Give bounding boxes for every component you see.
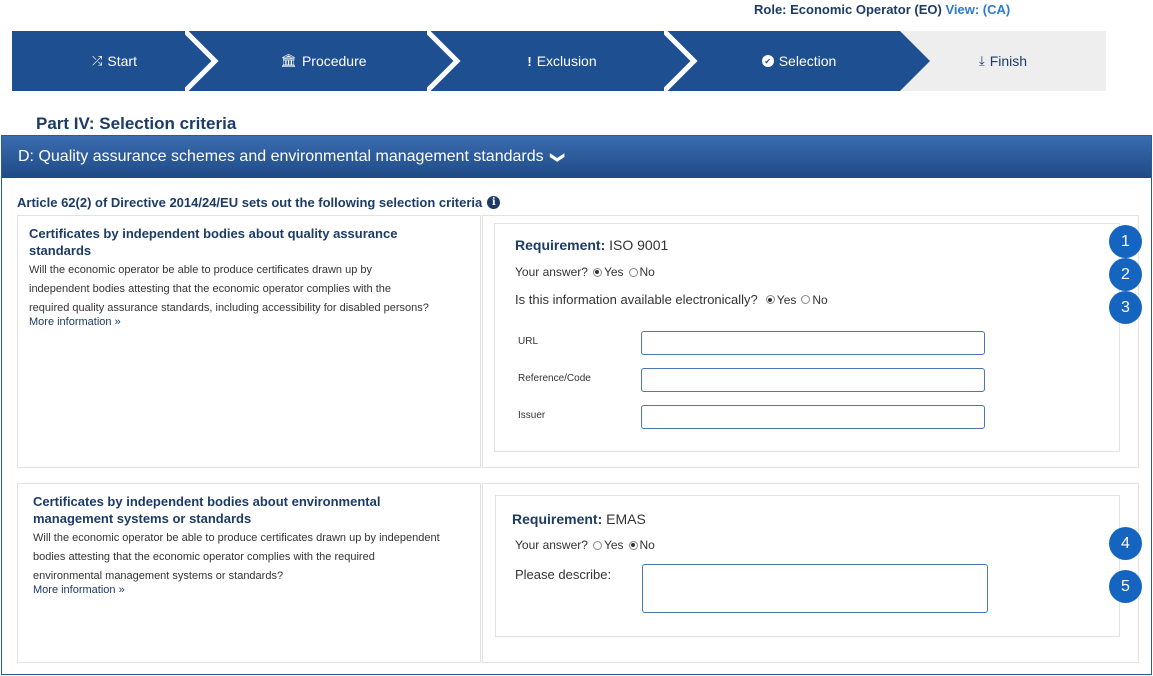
issuer-label: Issuer: [518, 410, 546, 421]
electronic-yes-radio[interactable]: [766, 295, 775, 304]
criterion-description-box: [17, 483, 481, 663]
more-information-link[interactable]: More information »: [29, 316, 121, 328]
criterion-title: Certificates by independent bodies about quality assurance standards: [29, 226, 398, 258]
step-label: Selection: [778, 53, 837, 69]
answer-question: [515, 265, 655, 279]
url-input[interactable]: [641, 331, 985, 355]
step-finish[interactable]: [900, 31, 1106, 91]
check-circle-icon: ✔: [762, 55, 774, 67]
chevron-down-icon[interactable]: ❯: [549, 151, 566, 163]
step-badge-2: 2: [1109, 258, 1142, 291]
requirement: [515, 237, 668, 253]
requirement-label: Requirement:: [515, 237, 606, 253]
electronic-question: [515, 292, 828, 307]
requirement-box: [495, 495, 1120, 637]
yes-label: Yes: [776, 292, 797, 307]
criterion-description-box: [17, 215, 481, 468]
criterion-title: Certificates by independent bodies about environmental management systems or standards: [33, 494, 381, 526]
describe-label: Please describe:: [515, 567, 612, 582]
download-icon: ⤓: [978, 53, 985, 68]
requirement-value: EMAS: [606, 511, 646, 527]
info-icon[interactable]: i: [487, 196, 500, 209]
bank-icon: 🏛: [280, 53, 297, 68]
step-badge-4: 4: [1109, 527, 1142, 560]
section-header[interactable]: [2, 136, 1151, 178]
reference-code-input[interactable]: [641, 368, 985, 392]
requirement: [512, 511, 646, 527]
shuffle-icon: ⤮: [92, 53, 103, 68]
electronic-label: Is this information available electronically?: [515, 292, 758, 307]
answer-label: Your answer?: [515, 538, 588, 552]
exclamation-icon: !: [527, 53, 532, 69]
yes-radio[interactable]: [593, 268, 602, 277]
wizard-steps: [12, 31, 1106, 91]
no-radio[interactable]: [629, 541, 638, 550]
more-information-link[interactable]: More information »: [33, 584, 125, 596]
step-selection[interactable]: [664, 31, 934, 91]
step-badge-3: 3: [1109, 291, 1142, 324]
yes-label: Yes: [603, 265, 624, 279]
step-label: Procedure: [301, 53, 367, 69]
electronic-no-radio[interactable]: [801, 295, 810, 304]
answer-label: Your answer?: [515, 265, 588, 279]
article-text: Article 62(2) of Directive 2014/24/EU sets out the following selection criteria: [17, 195, 483, 210]
describe-textarea[interactable]: [642, 564, 988, 613]
criterion-description: Will the economic operator be able to produce certificates drawn up by independent bodies attesting that the economic operator complies with the required quality assurance standards, including accessibility for disabled persons?: [29, 264, 429, 314]
no-label: No: [639, 265, 655, 279]
yes-radio[interactable]: [593, 541, 602, 550]
requirement-value: ISO 9001: [609, 237, 669, 253]
article-line: [17, 195, 500, 210]
step-procedure[interactable]: [185, 31, 462, 91]
step-label: Start: [107, 53, 137, 69]
step-badge-5: 5: [1109, 570, 1142, 603]
page-title: Part IV: Selection criteria: [36, 114, 237, 133]
step-label: Finish: [989, 53, 1028, 69]
section-title: D: Quality assurance schemes and environmental management standards: [18, 148, 544, 165]
reference-code-label: Reference/Code: [518, 373, 591, 384]
no-label: No: [812, 292, 828, 307]
issuer-input[interactable]: [641, 405, 985, 429]
url-label: URL: [518, 336, 539, 347]
answer-question: [515, 538, 655, 552]
step-label: Exclusion: [536, 53, 597, 69]
view-link[interactable]: View: (CA): [945, 2, 1011, 17]
criterion-description: Will the economic operator be able to produce certificates drawn up by independent bodies attesting that the economic operator complies with the required environmental management systems or standards?: [33, 532, 440, 582]
requirement-box: [494, 223, 1120, 452]
requirement-label: Requirement:: [512, 511, 603, 527]
selection-panel: [1, 135, 1152, 675]
role-indicator: [754, 2, 1010, 17]
role-label: Role: Economic Operator (EO): [754, 2, 942, 17]
yes-label: Yes: [603, 538, 624, 552]
step-exclusion[interactable]: [427, 31, 697, 91]
no-radio[interactable]: [629, 268, 638, 277]
step-badge-1: 1: [1109, 225, 1142, 258]
no-label: No: [639, 538, 655, 552]
